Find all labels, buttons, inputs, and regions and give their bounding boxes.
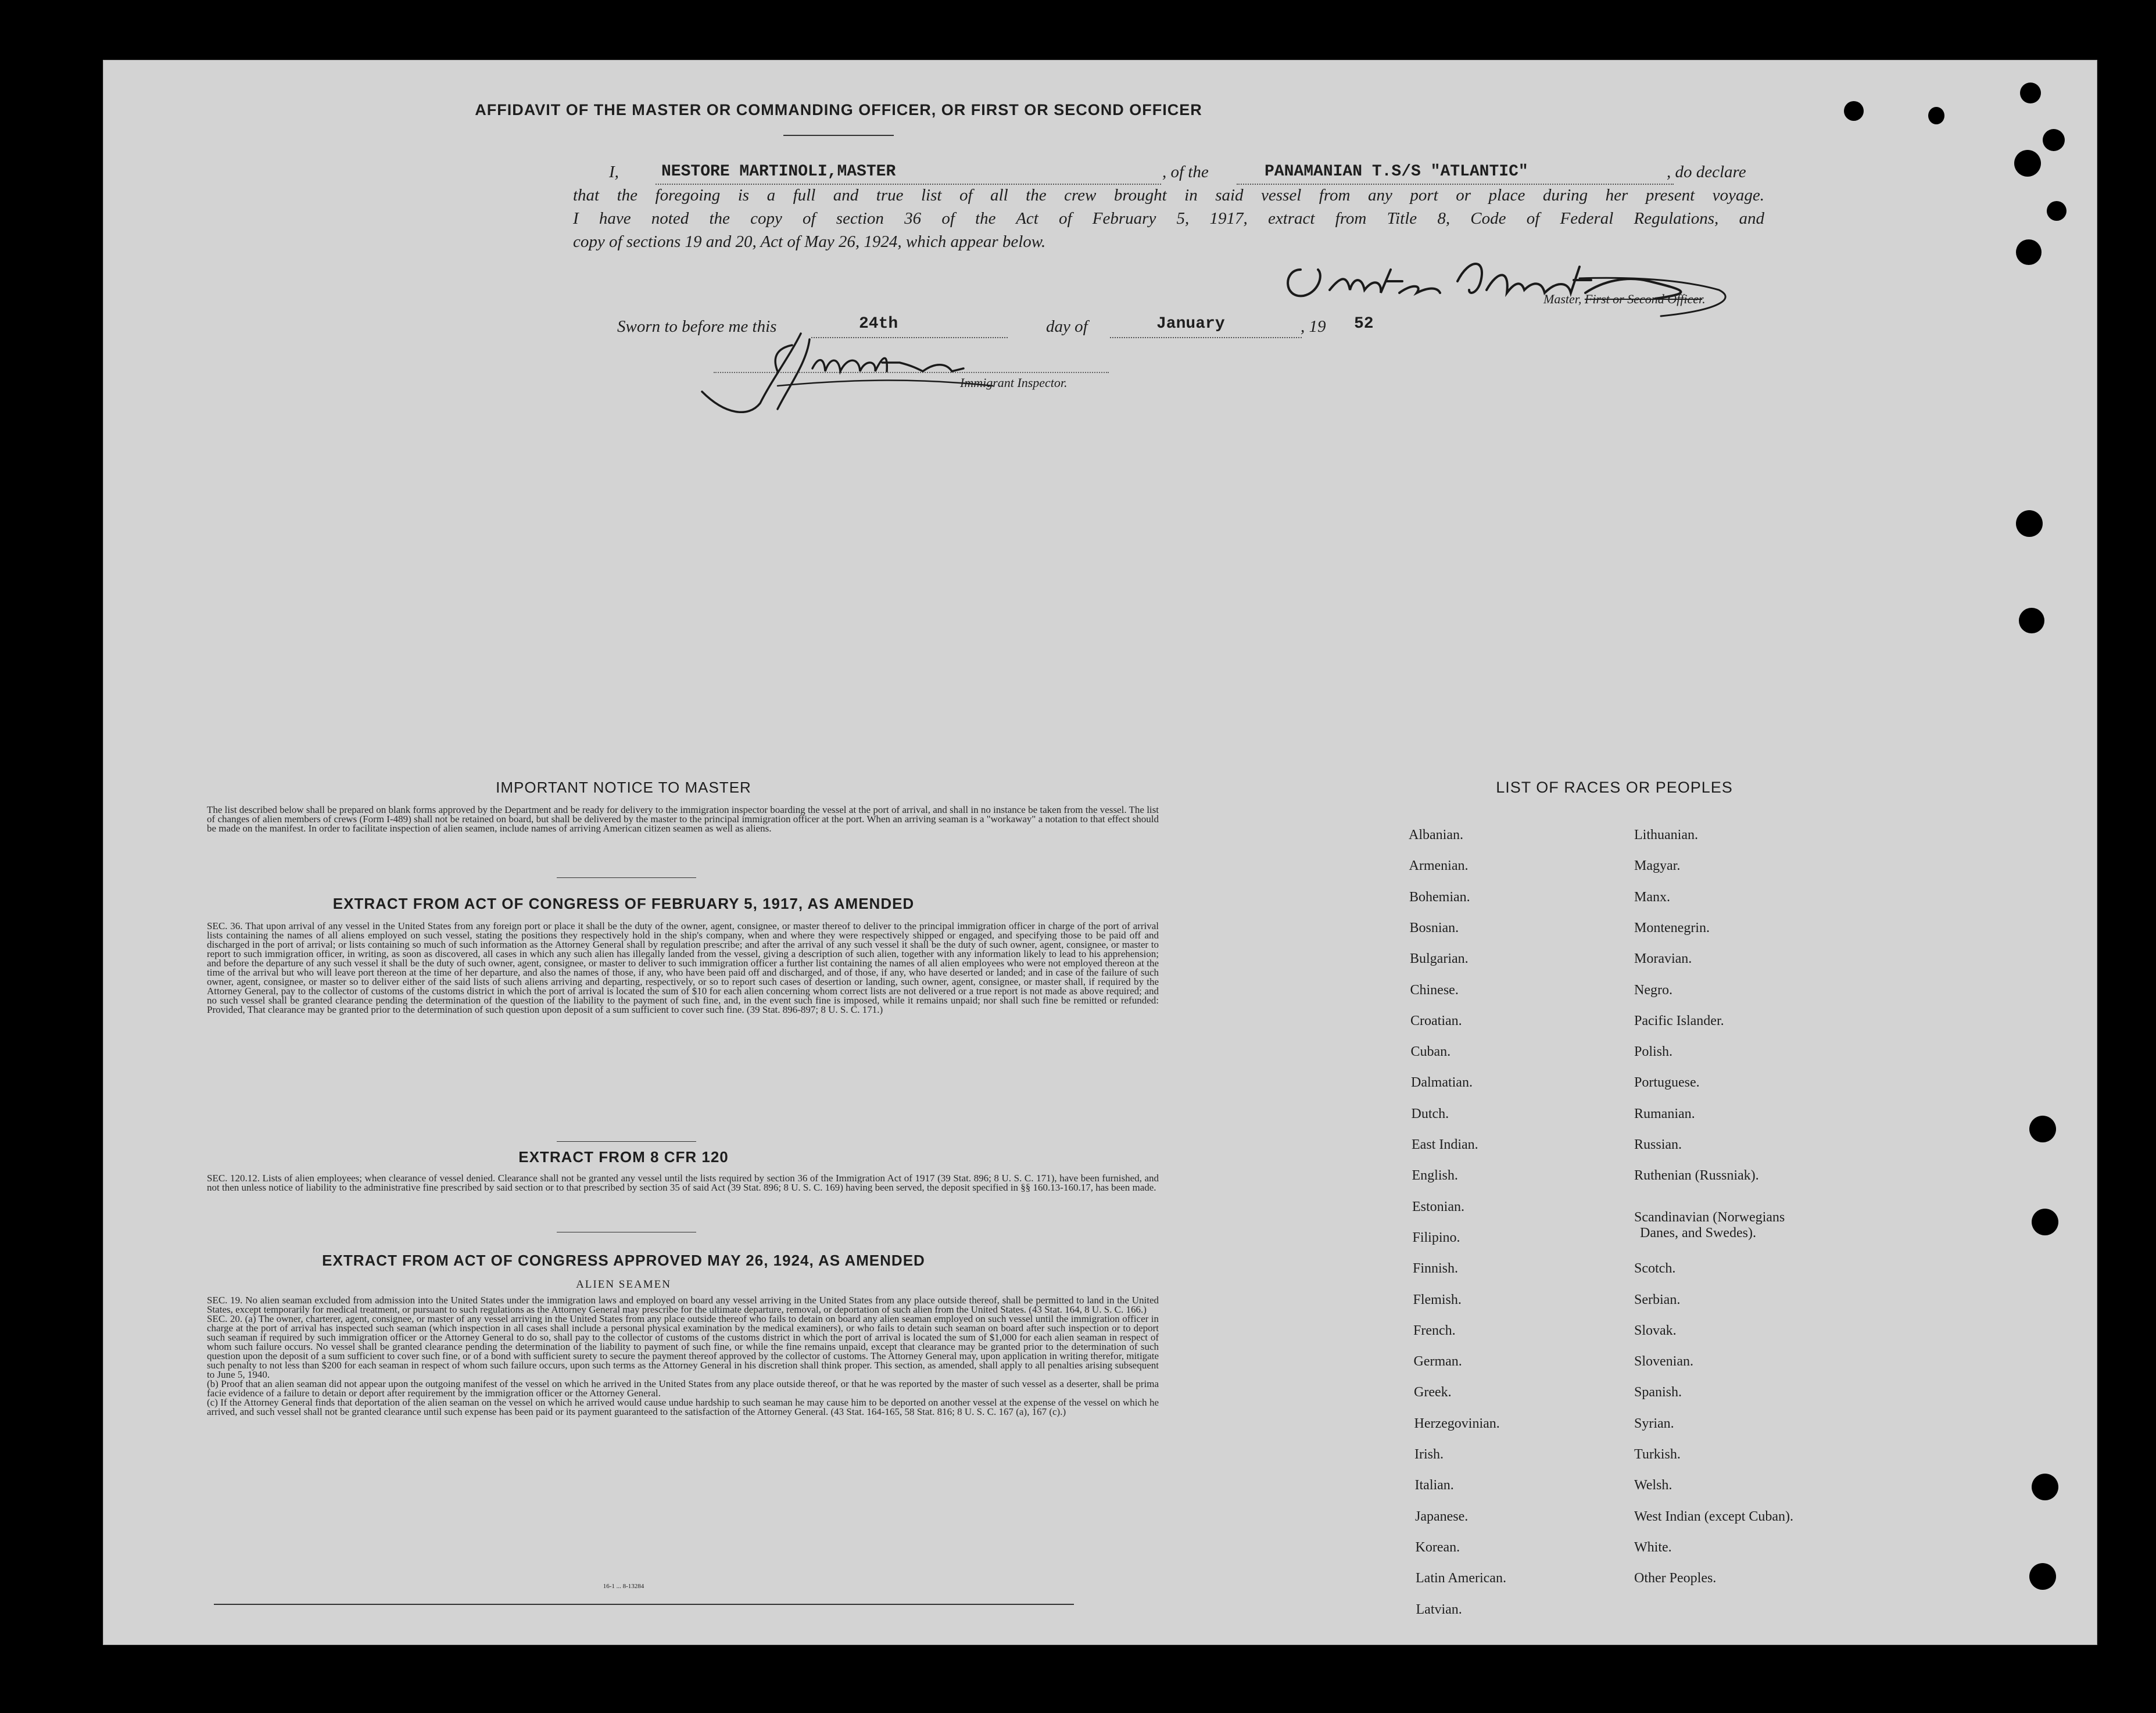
race-item: Danes, and Swedes). <box>1640 1225 1756 1241</box>
affidavit-line-2: that the foregoing is a full and true list of all the crew brought in said vessel from any port or place during her present voyage. <box>573 186 1764 205</box>
race-item: Scandinavian (Norwegians <box>1634 1210 1785 1225</box>
race-item: Irish. <box>1414 1447 1444 1462</box>
race-item: Japanese. <box>1415 1508 1469 1524</box>
notice-body: The list described below shall be prepared on blank forms approved by the Department and be ready for delivery to the immigration inspector boarding the vessel at the port of arrival, and shall in no instance be taken from the vessel. The list of changes of alien members of crews (Form I-489) shall not be retained on board, but shall be delivered by the master to the principal immigration officer at the port. When an arriving seaman is a "workaway" a notation to that effect should be made on the manifest. In order to facilitate inspection of alien seamen, include names of arriving American citizen seamen as well as aliens. <box>207 804 1159 834</box>
do-declare-label: , do declare <box>1667 163 1746 181</box>
race-item: German. <box>1413 1354 1462 1370</box>
race-item: Greek. <box>1414 1385 1452 1400</box>
race-item: Finnish. <box>1413 1261 1459 1277</box>
of-the-label: , of the <box>1162 163 1209 181</box>
hole-mark <box>2032 1209 2058 1235</box>
race-item: Estonian. <box>1412 1199 1464 1214</box>
affidavit-line-4: copy of sections 19 and 20, Act of May 26, 1924, which appear below. <box>573 232 1046 251</box>
extract-1924-body <box>207 1296 1159 1417</box>
document-page <box>103 60 2097 1644</box>
race-item: Italian. <box>1414 1478 1454 1493</box>
title-divider <box>783 135 894 136</box>
hole-mark <box>1928 107 1944 124</box>
master-caption-text: Master, <box>1543 292 1585 306</box>
race-item: Welsh. <box>1634 1478 1672 1493</box>
day-of-label: day of <box>1046 317 1088 336</box>
extract-1924-title: EXTRACT FROM ACT OF CONGRESS APPROVED MAY 26, 1924, AS AMENDED <box>322 1252 925 1269</box>
master-caption-end: . <box>1702 292 1706 306</box>
race-item: Other Peoples. <box>1634 1571 1717 1586</box>
race-item: Latvian. <box>1416 1601 1462 1617</box>
race-item: Slovak. <box>1634 1323 1677 1338</box>
vessel-field: PANAMANIAN T.S/S "ATLANTIC" <box>1265 163 1528 181</box>
hole-mark <box>2016 510 2043 537</box>
hole-mark <box>1844 101 1864 121</box>
race-item: Serbian. <box>1634 1292 1681 1307</box>
race-item: Pacific Islander. <box>1634 1013 1724 1028</box>
hole-mark <box>2043 129 2065 151</box>
race-item: Polish. <box>1634 1044 1673 1060</box>
race-item: Filipino. <box>1412 1230 1460 1245</box>
hole-mark <box>2016 239 2042 265</box>
i-label: I, <box>609 163 619 181</box>
race-item: Croatian. <box>1410 1013 1462 1028</box>
inspector-caption: Immigrant Inspector. <box>960 375 1068 390</box>
sworn-year-field: 52 <box>1354 315 1374 333</box>
race-item: Russian. <box>1634 1137 1682 1152</box>
race-item: Turkish. <box>1634 1447 1681 1462</box>
extract-1917-divider <box>557 1141 696 1142</box>
race-item: West Indian (except Cuban). <box>1634 1508 1793 1524</box>
race-item: Bohemian. <box>1409 889 1470 905</box>
master-caption-struck: First or Second Officer <box>1584 292 1703 306</box>
race-item: Spanish. <box>1634 1385 1682 1400</box>
master-name-field: NESTORE MARTINOLI,MASTER <box>661 163 896 181</box>
hole-mark <box>2029 1116 2056 1142</box>
notice-title: IMPORTANT NOTICE TO MASTER <box>496 779 751 796</box>
race-item: Slovenian. <box>1634 1354 1693 1370</box>
race-item: Bosnian. <box>1409 920 1459 936</box>
bottom-rule <box>214 1604 1074 1605</box>
race-item: Korean. <box>1415 1539 1460 1555</box>
race-item: Armenian. <box>1409 858 1469 874</box>
race-item: Lithuanian. <box>1634 827 1698 843</box>
extract-1917-body: SEC. 36. That upon arrival of any vessel in the United States from any foreign port or place it shall be the duty of the owner, agent, consignee, or master thereof to deliver to the principal immigration officer in charge of the port of arrival lists containing the names of all aliens employed on such vessel, stating the positions they respectively hold in the ship's company, when and where they were respectively shipped or engaged, and specifying those to be paid off and discharged in the port of arrival; or lists containing so much of such information as the Attorney General shall by regulation prescribe; and after the arrival of any such vessel it shall be the duty of such owner, agent, consignee, or master to report to such immigration officer, in writing, as soon as discovered, all cases in which any such alien has illegally landed from the vessel, giving a description of such alien, together with any information likely to lead to his apprehension; and before the departure of any such vessel it shall be the duty of such owner, agent, consignee, or master to deliver to such immigration officer a further list containing the names of all alien employees who were not employed thereon at the time of the arrival but who will leave port thereon at the time of her departure, and also the names of those, if any, who have been paid off and discharged, and of those, if any, who have deserted or landed; and in case of the failure of such owner, agent, consignee, or master so to deliver either of the said lists of such aliens arriving and departing, respectively, or so to report such cases of desertion or landing, such owner, agent, consignee, or master shall, if required by the Attorney General, pay to the collector of customs of the customs district in which the port of arrival is located the sum of $10 for each alien concerning whom correct lists are not delivered or a true report is not made as above required; and no such vessel shall be granted clearance pending the determination of the question of the liability to the payment of such fine, and, in the event such fine is imposed, while it remains unpaid; nor shall such fine be remitted or refunded: Provided, That clearance may be granted prior to the determination of such question upon deposit of a sum sufficient to cover such fine. (39 Stat. 896-897; 8 U. S. C. 171.) <box>207 920 1159 1015</box>
race-item: Magyar. <box>1634 858 1681 874</box>
race-item: Manx. <box>1634 889 1670 905</box>
sec-20c-text: (c) If the Attorney General finds that deportation of the alien seaman on the vessel on which he arrived would cause undue hardship to such seaman he may cause him to be deported on another vessel at the expense of the vessel on which he arrived, and such vessel shall not be granted clearance until such expense has been paid or its payment guaranteed to the satisfaction of the Attorney General. (43 Stat. 164-165, 58 Stat. 816; 8 U. S. C. 167 (a), 167 (c).) <box>207 1397 1159 1417</box>
race-item: Syrian. <box>1634 1415 1674 1431</box>
hole-mark <box>2014 150 2041 177</box>
affidavit-title: AFFIDAVIT OF THE MASTER OR COMMANDING OFFICER, OR FIRST OR SECOND OFFICER <box>475 101 1202 119</box>
hole-mark <box>2019 608 2044 633</box>
sworn-month-field: January <box>1156 315 1225 333</box>
race-item: Latin American. <box>1416 1571 1506 1586</box>
hole-mark <box>2032 1474 2058 1500</box>
race-item: Negro. <box>1634 982 1672 998</box>
race-item: Montenegrin. <box>1634 920 1710 936</box>
race-item: Chinese. <box>1410 982 1459 998</box>
extract-cfr-body: SEC. 120.12. Lists of alien employees; when clearance of vessel denied. Clearance shall not be granted any vessel until the lists required by section 36 of the Immigration Act of 1917 (39 Stat. 896; 8 U. S. C. 171), have been furnished, and not then unless notice of liability to the administrative fine prescribed by said section or to that prescribed by section 35 of said Act (39 Stat. 896; 8 U. S. C. 169) having been served, the deposit specified in §§ 160.13-160.17, has been made. <box>207 1173 1159 1193</box>
race-item: Bulgarian. <box>1410 951 1469 967</box>
race-item: Ruthenian (Russniak). <box>1634 1168 1759 1184</box>
hole-mark <box>2020 83 2041 103</box>
sworn-day-field: 24th <box>859 315 898 333</box>
race-item: Albanian. <box>1409 827 1463 843</box>
extract-1917-title: EXTRACT FROM ACT OF CONGRESS OF FEBRUARY 5, 1917, AS AMENDED <box>332 895 915 912</box>
extract-cfr-title: EXTRACT FROM 8 CFR 120 <box>518 1148 729 1166</box>
hole-mark <box>2029 1563 2056 1590</box>
master-signature <box>1277 235 1789 322</box>
race-item: Cuban. <box>1410 1044 1451 1060</box>
extract-1924-subtitle: ALIEN SEAMEN <box>576 1278 671 1291</box>
race-item: Dutch. <box>1411 1106 1449 1121</box>
race-item: Flemish. <box>1413 1292 1462 1307</box>
race-item: Rumanian. <box>1634 1106 1695 1121</box>
race-item: White. <box>1634 1539 1672 1555</box>
sec-20a-text: SEC. 20. (a) The owner, charterer, agent, consignee, or master of any vessel arriving in the United States from any place outside thereof who fails to detain on board any alien seaman employed on such vessel until the immigration officer in charge at the port of arrival has inspected such seaman (which inspection in all cases shall include a personal physical examination by the medical examiners), or who fails to detain such seaman on board after such inspection or to deport such seaman if required by such immigration officer or the Attorney General to do so, shall pay to the collector of customs of the customs district in which the port of arrival is located the sum of $1,000 for each alien seaman in respect of whom such failure occurs. No vessel shall be granted clearance pending the determination of the liability to payment of such fine, or while the fine remains unpaid, except that clearance may be granted prior to the determination of such question upon the deposit of a sum sufficient to cover such fine, or of a bond with sufficient surety to secure the payment thereof approved by the collector of customs. The Attorney General may, upon application in writing therefor, mitigate such penalty to not less than $200 for each seaman in respect of whom such failure occurs, upon such terms as the Attorney General in his discretion shall think proper. This section, as amended, shall apply to all penalties arising subsequent to June 5, 1940. <box>207 1313 1159 1380</box>
sworn-label: Sworn to before me this <box>617 317 777 336</box>
affidavit-line-3: I have noted the copy of section 36 of the Act of February 5, 1917, extract from Title 8, Code of Federal Regulations, and <box>573 209 1764 228</box>
race-item: Herzegovinian. <box>1414 1415 1500 1431</box>
sec-20b-text: (b) Proof that an alien seaman did not appear upon the outgoing manifest of the vessel on which he arrived in the United States from any place outside thereof, or that he was reported by the master of such vessel as a deserter, shall be prima facie evidence of a failure to detain or deport after requirement by the immigration officer or the Attorney General. <box>207 1378 1159 1399</box>
race-item: Moravian. <box>1634 951 1692 967</box>
race-item: English. <box>1412 1168 1458 1184</box>
race-item: Portuguese. <box>1634 1075 1700 1091</box>
race-item: East Indian. <box>1412 1137 1478 1152</box>
race-item: French. <box>1413 1323 1456 1338</box>
printer-mark: 16-1 ... 8-13284 <box>603 1583 644 1590</box>
races-title: LIST OF RACES OR PEOPLES <box>1496 779 1733 796</box>
master-caption <box>1543 292 1706 307</box>
hole-mark <box>2047 201 2067 221</box>
notice-divider <box>557 877 696 878</box>
race-item: Dalmatian. <box>1411 1075 1473 1091</box>
year-prefix: , 19 <box>1301 317 1326 336</box>
race-item: Scotch. <box>1634 1261 1676 1277</box>
inspector-signature <box>690 322 1062 421</box>
sec-19-text: SEC. 19. No alien seaman excluded from admission into the United States under the immigration laws and employed on board any vessel arriving in the United States from any place outside thereof, shall be permitted to land in the United States, except temporarily for medical treatment, or pursuant to such regulations as the Attorney General may prescribe for the ultimate departure, removal, or deportation of such alien from the United States. (43 Stat. 164, 8 U. S. C. 166.) <box>207 1295 1159 1315</box>
